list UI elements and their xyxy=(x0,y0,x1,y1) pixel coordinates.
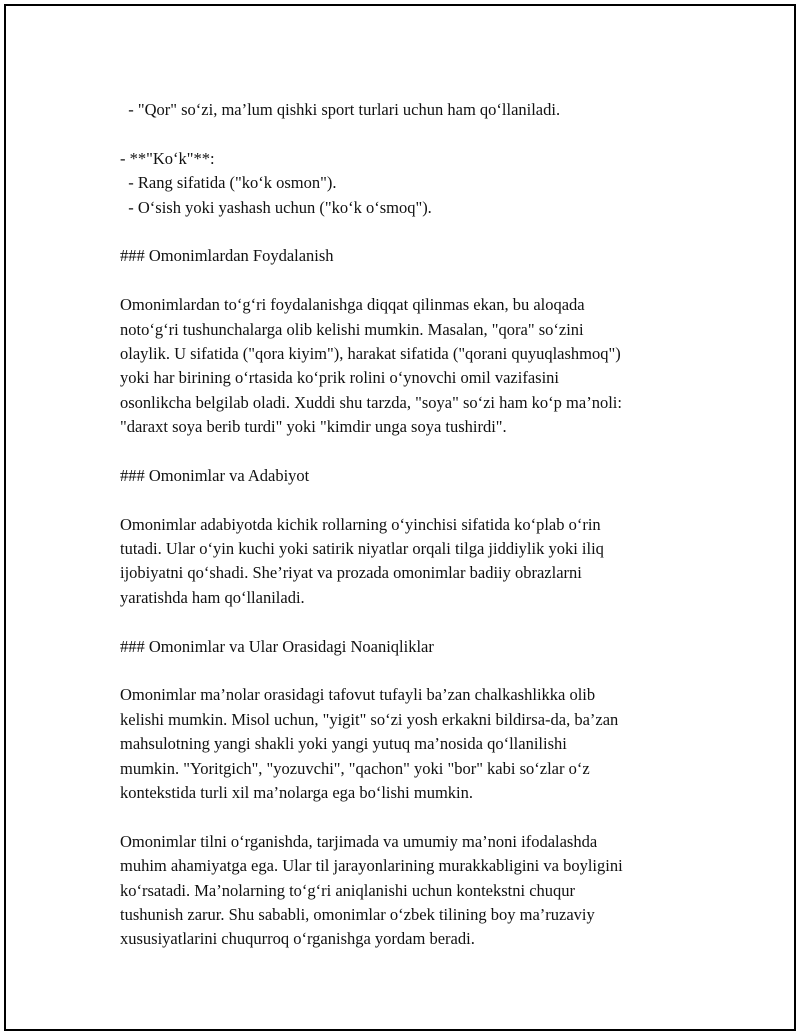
text-line: Omonimlardan to‘g‘ri foydalanishga diqqat qilinmas ekan, bu aloqada xyxy=(120,295,585,315)
blank-line xyxy=(120,805,700,829)
blank-line xyxy=(120,659,700,683)
text-line: "daraxt soya berib turdi" yoki "kimdir unga soya tushirdi". xyxy=(120,417,507,437)
blank-line xyxy=(120,122,700,146)
text-line: xususiyatlarini chuqurroq o‘rganishga yordam beradi. xyxy=(120,929,475,949)
text-line: olaylik. U sifatida ("qora kiyim"), harakat sifatida ("qorani quyuqlashmoq") xyxy=(120,343,621,363)
text-line: ko‘rsatadi. Ma’nolarning to‘g‘ri aniqlanishi uchun kontekstni chuqur xyxy=(120,880,576,900)
text-line: kontekstida turli xil ma’nolarga ega bo‘lishi mumkin. xyxy=(120,782,474,802)
blank-line xyxy=(120,269,700,293)
text-line: tushunish zarur. Shu sababli, omonimlar o‘zbek tilining boy ma’ruzaviy xyxy=(120,904,595,924)
section-heading: ### Omonimlar va Adabiyot xyxy=(120,465,310,485)
blank-line xyxy=(120,610,700,634)
section-heading: ### Omonimlar va Ular Orasidagi Noaniqliklar xyxy=(120,636,434,656)
text-line: yoki har birining o‘rtasida ko‘prik rolini o‘ynovchi omil vazifasini xyxy=(120,368,559,388)
section-heading: ### Omonimlardan Foydalanish xyxy=(120,246,334,266)
list-item: - **"Ko‘k"**: xyxy=(120,148,215,168)
text-line: kelishi mumkin. Misol uchun, "yigit" so‘zi yosh erkakni bildirsa-da, ba’zan xyxy=(120,709,619,729)
text-line: Omonimlar tilni o‘rganishda, tarjimada va umumiy ma’noni ifodalashda xyxy=(120,831,598,851)
text-line: Omonimlar adabiyotda kichik rollarning o‘yinchisi sifatida ko‘plab o‘rin xyxy=(120,514,601,534)
text-line: yaratishda ham qo‘llaniladi. xyxy=(120,587,305,607)
blank-line xyxy=(120,220,700,244)
text-line: osonlikcha belgilab oladi. Xuddi shu tarzda, "soya" so‘zi ham ko‘p ma’noli: xyxy=(120,392,622,412)
text-line: noto‘g‘ri tushunchalarga olib kelishi mumkin. Masalan, "qora" so‘zini xyxy=(120,319,584,339)
text-line: mahsulotning yangi shakli yoki yangi yutuq ma’nosida qo‘llanilishi xyxy=(120,734,567,754)
list-item: - "Qor" so‘zi, ma’lum qishki sport turlari uchun ham qo‘llaniladi. xyxy=(120,100,561,119)
text-line: mumkin. "Yoritgich", "yozuvchi", "qachon" yoki "bor" kabi so‘zlar o‘z xyxy=(120,758,590,778)
text-line: muhim ahamiyatga ega. Ular til jarayonlarining murakkabligini va boyligini xyxy=(120,856,623,876)
text-line: tutadi. Ular o‘yin kuchi yoki satirik niyatlar orqali tilga jiddiylik yoki iliq xyxy=(120,539,604,559)
list-item: - O‘sish yoki yashash uchun ("ko‘k o‘smoq"). xyxy=(120,197,432,217)
document-page xyxy=(4,4,796,1031)
document-text xyxy=(120,98,700,952)
blank-line xyxy=(120,488,700,512)
list-item: - Rang sifatida ("ko‘k osmon"). xyxy=(120,173,337,193)
text-line: Omonimlar ma’nolar orasidagi tafovut tufayli ba’zan chalkashlikka olib xyxy=(120,685,596,705)
text-line: ijobiyatni qo‘shadi. She’riyat va prozada omonimlar badiiy obrazlarni xyxy=(120,563,582,583)
blank-line xyxy=(120,439,700,463)
